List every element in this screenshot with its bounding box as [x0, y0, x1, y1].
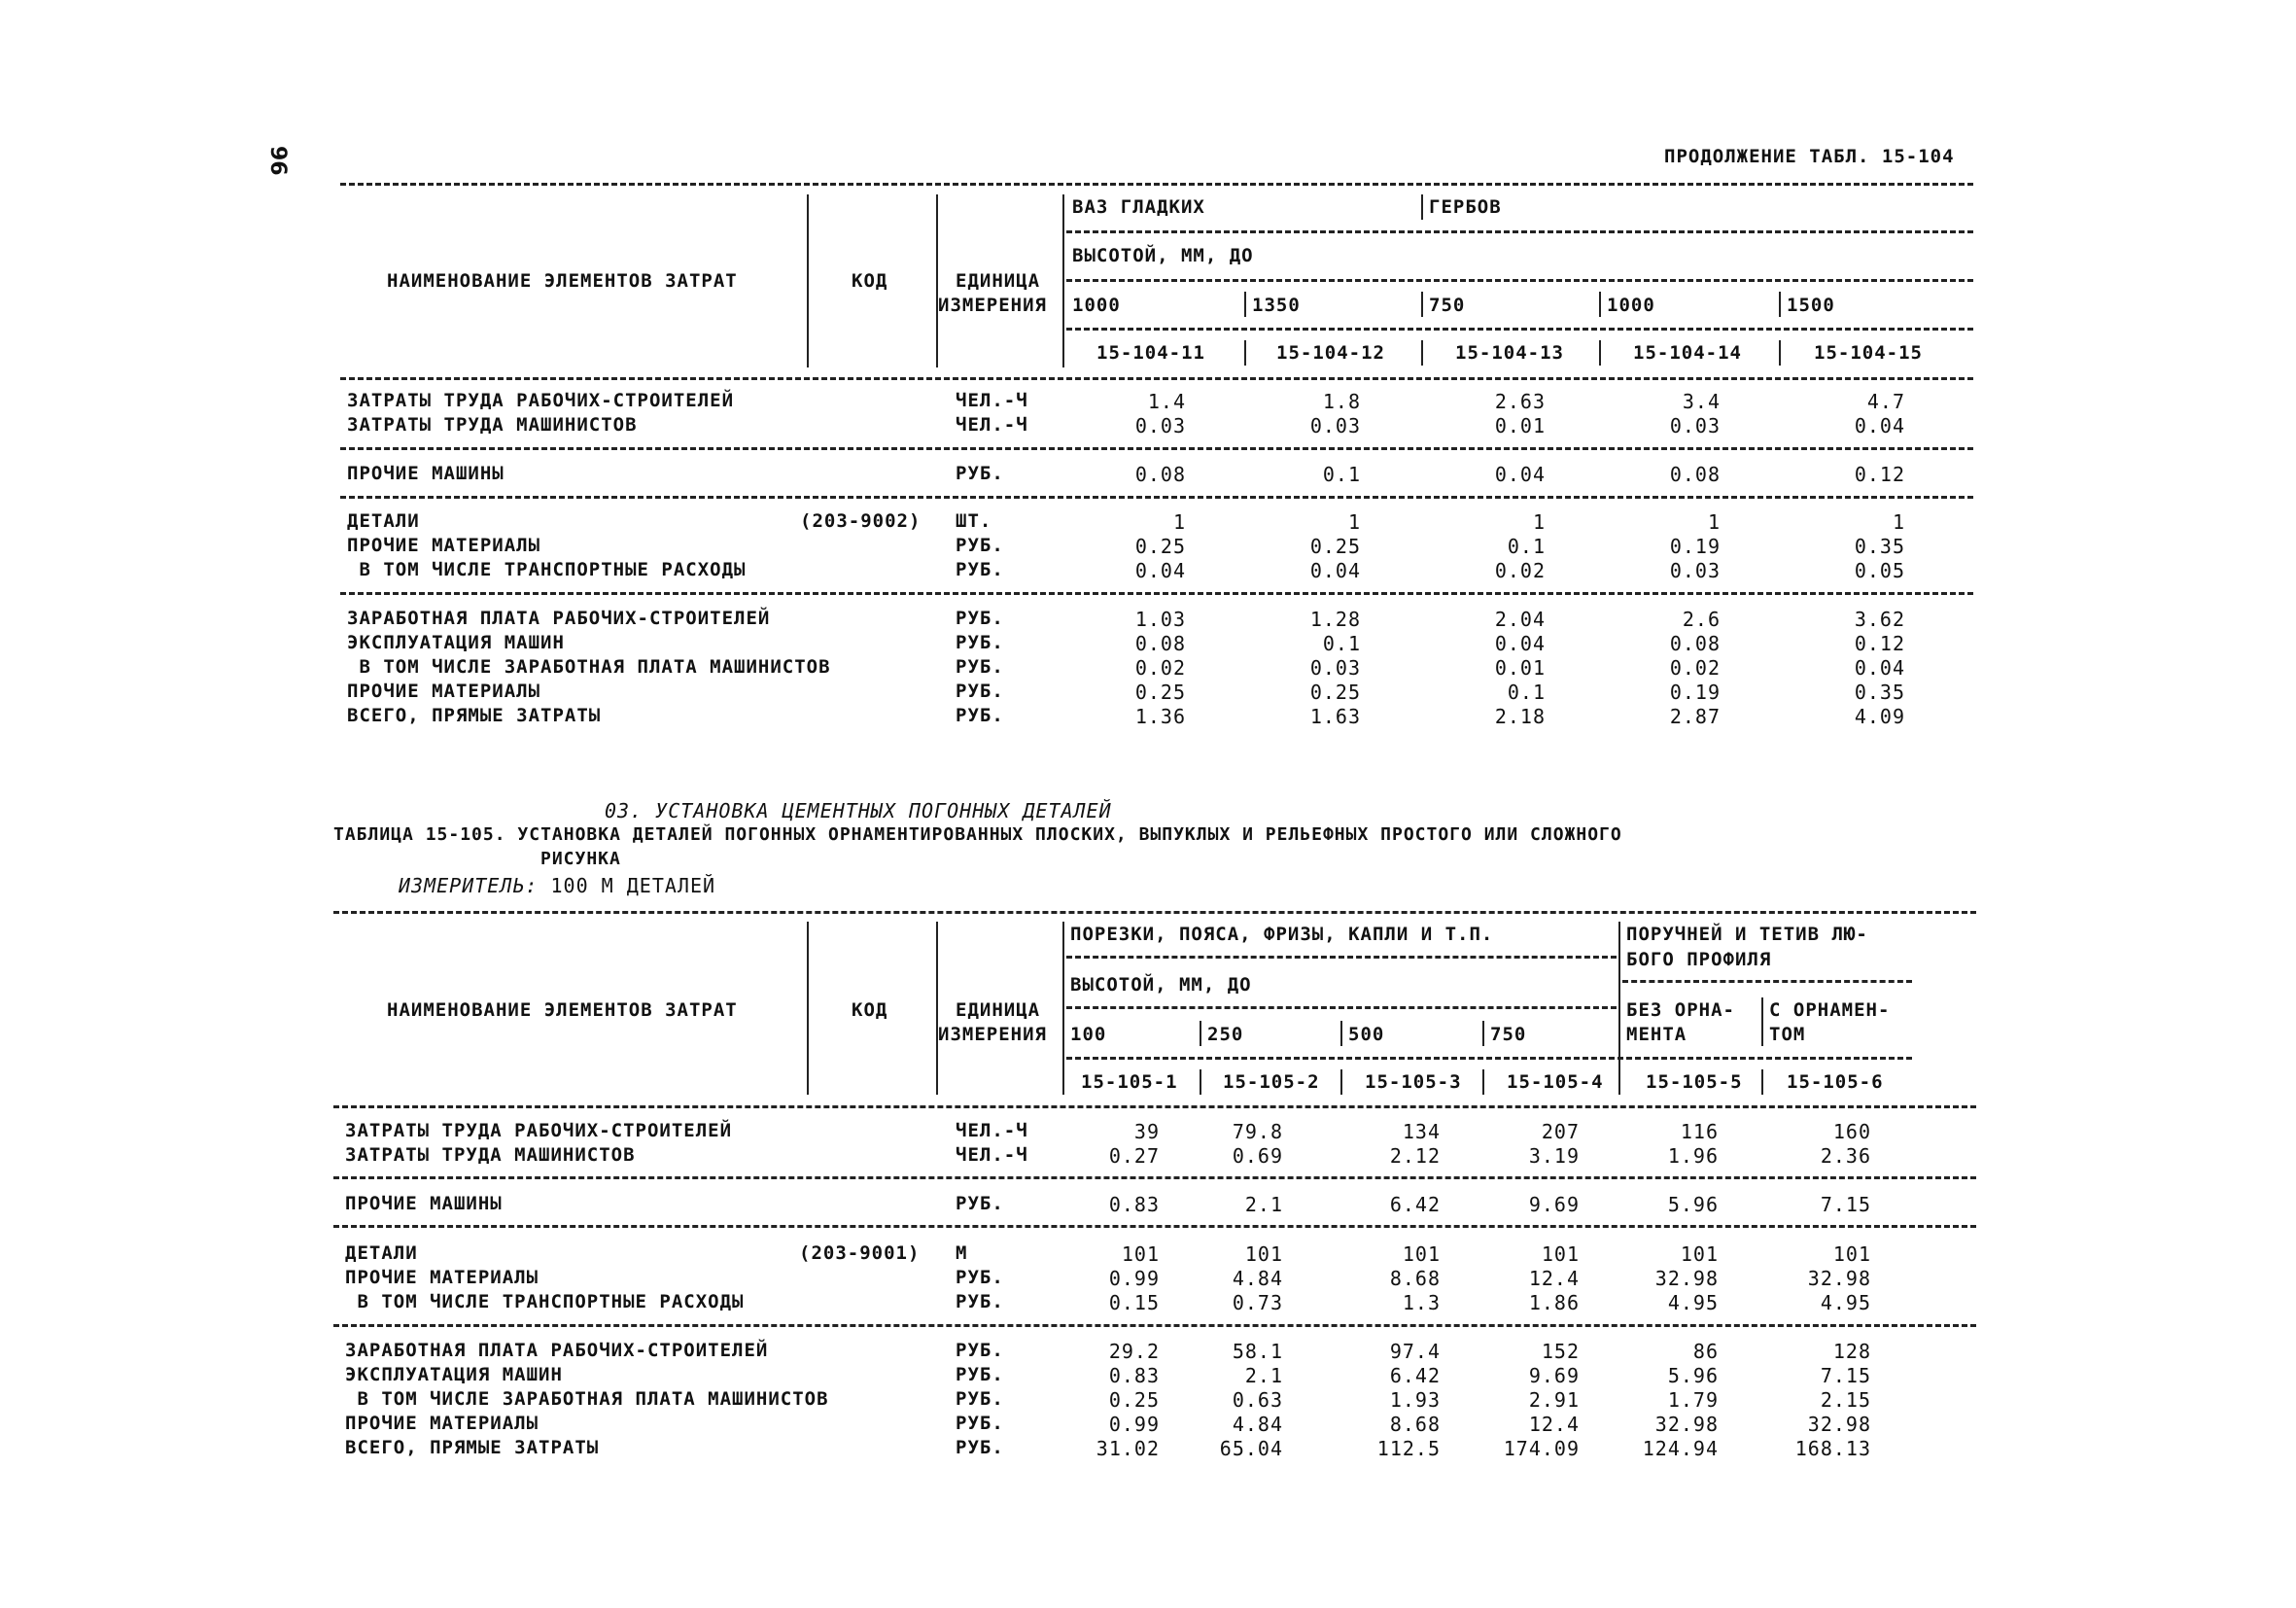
column-divider: [936, 194, 938, 367]
column-divider: [1779, 292, 1781, 317]
row-value: 0.1: [1322, 463, 1361, 486]
row-value: 6.42: [1389, 1193, 1441, 1216]
row-name: ЭКСПЛУАТАЦИЯ МАШИН: [347, 632, 565, 653]
row-value: 160: [1832, 1120, 1871, 1143]
column-divider: [936, 922, 938, 1095]
row-value: 6.42: [1389, 1364, 1441, 1387]
group-separator: [333, 1176, 1976, 1179]
row-name: ЗАРАБОТНАЯ ПЛАТА РАБОЧИХ-СТРОИТЕЛЕЙ: [345, 1340, 769, 1361]
row-value: 101: [1402, 1242, 1441, 1266]
row-value: 2.1: [1244, 1364, 1283, 1387]
row-value: 0.04: [1134, 559, 1186, 582]
with-ornament: С ОРНАМЕН-: [1769, 999, 1891, 1021]
height-1000: 1000: [1072, 295, 1121, 316]
column-header-unit: ЕДИНИЦА: [956, 270, 1041, 292]
row-value: 112.5: [1376, 1437, 1441, 1460]
row-value: 0.35: [1854, 681, 1905, 704]
row-value: 101: [1121, 1242, 1160, 1266]
row-value: 3.62: [1854, 608, 1905, 631]
row-value: 2.1: [1244, 1193, 1283, 1216]
row-name: ВСЕГО, ПРЯМЫЕ ЗАТРАТЫ: [347, 705, 602, 726]
row-value: 97.4: [1389, 1340, 1441, 1363]
row-value: 3.19: [1528, 1144, 1580, 1168]
row-value: 1.03: [1134, 608, 1186, 631]
group-header-arms: ГЕРБОВ: [1429, 196, 1502, 218]
height-label: ВЫСОТОЙ, ММ, ДО: [1070, 974, 1252, 996]
group-separator: [333, 1324, 1976, 1327]
row-value: 0.03: [1669, 414, 1721, 437]
column-divider: [1599, 340, 1601, 366]
group-separator: [333, 1225, 1976, 1228]
code-15-104-15: 15-104-15: [1814, 342, 1923, 364]
code-15-105-1: 15-105-1: [1081, 1071, 1178, 1093]
meter-line: [399, 874, 715, 897]
row-value: 4.7: [1866, 390, 1905, 413]
header-rule: [1066, 279, 1973, 282]
row-value: 86: [1692, 1340, 1719, 1363]
with-ornament-2: ТОМ: [1769, 1024, 1806, 1045]
height-1350: 1350: [1252, 295, 1301, 316]
table-border-top: [333, 911, 1976, 914]
row-unit: РУБ.: [956, 1267, 1004, 1288]
row-value: 0.1: [1507, 681, 1546, 704]
row-value: 134: [1402, 1120, 1441, 1143]
row-value: 0.04: [1494, 632, 1546, 655]
row-value: 0.03: [1134, 414, 1186, 437]
row-value: 0.08: [1669, 632, 1721, 655]
column-divider: [1244, 340, 1246, 366]
column-divider: [1200, 1021, 1201, 1046]
row-name: В ТОМ ЧИСЛЕ ЗАРАБОТНАЯ ПЛАТА МАШИНИСТОВ: [345, 1388, 829, 1410]
row-value: 0.35: [1854, 535, 1905, 558]
page-number: 96: [265, 146, 290, 176]
table-title: ТАБЛИЦА 15-105. УСТАНОВКА ДЕТАЛЕЙ ПОГОННЫХ ОРНАМЕНТИРОВАННЫХ ПЛОСКИХ, ВЫПУКЛЫХ И РЕЛЬЕФНЫХ ПРОСТОГО ИЛИ СЛОЖНОГО: [333, 824, 1622, 845]
group-header-handrails: ПОРУЧНЕЙ И ТЕТИВ ЛЮ-: [1626, 924, 1868, 945]
row-value: 0.04: [1309, 559, 1361, 582]
row-value: 168.13: [1794, 1437, 1871, 1460]
row-value: 1.4: [1147, 390, 1186, 413]
row-value: 32.98: [1807, 1267, 1871, 1290]
row-value: 1.79: [1667, 1388, 1719, 1412]
row-unit: ШТ.: [956, 510, 992, 532]
row-value: 1.36: [1134, 705, 1186, 728]
without-ornament: БЕЗ ОРНА-: [1626, 999, 1735, 1021]
row-value: 152: [1541, 1340, 1580, 1363]
table-border-top: [340, 183, 1973, 186]
height-750: 750: [1490, 1024, 1527, 1045]
row-code: (203-9002): [800, 510, 922, 532]
row-value: 1: [1892, 510, 1905, 534]
column-header-unit-2: ИЗМЕРЕНИЯ: [938, 1024, 1047, 1045]
row-value: 0.99: [1108, 1413, 1160, 1436]
column-header-name: НАИМЕНОВАНИЕ ЭЛЕМЕНТОВ ЗАТРАТ: [387, 270, 738, 292]
row-value: 0.12: [1854, 632, 1905, 655]
row-value: 0.1: [1322, 632, 1361, 655]
row-value: 2.6: [1682, 608, 1721, 631]
header-bottom-rule: [340, 377, 1973, 380]
row-value: 0.99: [1108, 1267, 1160, 1290]
header-rule: [1066, 956, 1617, 959]
row-value: 1.63: [1309, 705, 1361, 728]
row-value: 1: [1707, 510, 1721, 534]
row-name: ПРОЧИЕ МАТЕРИАЛЫ: [347, 535, 541, 556]
column-header-unit: ЕДИНИЦА: [956, 999, 1041, 1021]
row-value: 1.86: [1528, 1291, 1580, 1314]
row-value: 101: [1832, 1242, 1871, 1266]
height-100: 100: [1070, 1024, 1107, 1045]
height-250: 250: [1207, 1024, 1244, 1045]
row-value: 2.63: [1494, 390, 1546, 413]
row-unit: РУБ.: [956, 463, 1004, 484]
row-value: 1: [1532, 510, 1546, 534]
row-value: 0.27: [1108, 1144, 1160, 1168]
row-value: 1.8: [1322, 390, 1361, 413]
header-bottom-rule: [333, 1105, 1976, 1108]
row-value: 12.4: [1528, 1413, 1580, 1436]
row-value: 0.04: [1854, 414, 1905, 437]
row-name: ПРОЧИЕ МАТЕРИАЛЫ: [347, 681, 541, 702]
header-rule: [1066, 1006, 1617, 1009]
row-name: ЗАРАБОТНАЯ ПЛАТА РАБОЧИХ-СТРОИТЕЛЕЙ: [347, 608, 771, 629]
row-unit: РУБ.: [956, 1340, 1004, 1361]
row-value: 4.84: [1232, 1267, 1283, 1290]
column-divider: [1761, 1069, 1763, 1095]
header-rule: [1066, 328, 1973, 331]
row-value: 0.02: [1494, 559, 1546, 582]
code-15-104-13: 15-104-13: [1455, 342, 1564, 364]
height-750: 750: [1429, 295, 1466, 316]
header-rule: [1066, 1057, 1912, 1060]
row-value: 0.25: [1134, 681, 1186, 704]
row-value: 2.87: [1669, 705, 1721, 728]
row-value: 0.01: [1494, 414, 1546, 437]
code-15-104-12: 15-104-12: [1276, 342, 1385, 364]
column-divider: [1421, 340, 1423, 366]
column-divider: [1618, 1069, 1620, 1095]
row-value: 174.09: [1503, 1437, 1580, 1460]
row-value: 1: [1347, 510, 1361, 534]
row-value: 5.96: [1667, 1364, 1719, 1387]
row-value: 8.68: [1389, 1413, 1441, 1436]
row-value: 0.03: [1309, 656, 1361, 680]
row-value: 0.08: [1134, 463, 1186, 486]
group-header-vases: ВАЗ ГЛАДКИХ: [1072, 196, 1205, 218]
row-value: 1: [1172, 510, 1186, 534]
row-value: 0.63: [1232, 1388, 1283, 1412]
row-name: ЗАТРАТЫ ТРУДА РАБОЧИХ-СТРОИТЕЛЕЙ: [345, 1120, 733, 1141]
row-value: 2.15: [1820, 1388, 1871, 1412]
row-name: ПРОЧИЕ МАШИНЫ: [345, 1193, 503, 1214]
row-value: 5.96: [1667, 1193, 1719, 1216]
meter-value: 100 М ДЕТАЛЕЙ: [550, 874, 716, 897]
row-value: 207: [1541, 1120, 1580, 1143]
row-name: ЗАТРАТЫ ТРУДА РАБОЧИХ-СТРОИТЕЛЕЙ: [347, 390, 735, 411]
row-value: 0.25: [1134, 535, 1186, 558]
section-title: 03. УСТАНОВКА ЦЕМЕНТНЫХ ПОГОННЫХ ДЕТАЛЕЙ: [605, 799, 1112, 822]
row-name: ДЕТАЛИ: [345, 1242, 418, 1264]
row-name: ПРОЧИЕ МАТЕРИАЛЫ: [345, 1267, 539, 1288]
column-divider: [1062, 922, 1064, 1095]
row-value: 0.08: [1669, 463, 1721, 486]
row-unit: РУБ.: [956, 1193, 1004, 1214]
code-15-105-6: 15-105-6: [1787, 1071, 1884, 1093]
row-value: 4.84: [1232, 1413, 1283, 1436]
row-value: 1.3: [1402, 1291, 1441, 1314]
row-value: 0.04: [1494, 463, 1546, 486]
row-value: 4.95: [1820, 1291, 1871, 1314]
row-unit: ЧЕЛ.-Ч: [956, 1120, 1028, 1141]
row-unit: ЧЕЛ.-Ч: [956, 1144, 1028, 1166]
header-rule: [1066, 230, 1973, 233]
column-divider: [1421, 292, 1423, 317]
row-value: 0.1: [1507, 535, 1546, 558]
column-divider: [1482, 1069, 1484, 1095]
row-name: ЭКСПЛУАТАЦИЯ МАШИН: [345, 1364, 563, 1385]
row-code: (203-9001): [799, 1242, 921, 1264]
row-value: 116: [1680, 1120, 1719, 1143]
row-value: 101: [1244, 1242, 1283, 1266]
row-value: 124.94: [1642, 1437, 1719, 1460]
row-value: 2.04: [1494, 608, 1546, 631]
code-15-105-4: 15-105-4: [1507, 1071, 1604, 1093]
row-name: ПРОЧИЕ МАШИНЫ: [347, 463, 504, 484]
column-header-code: КОД: [852, 270, 888, 292]
meter-label: ИЗМЕРИТЕЛЬ:: [399, 874, 539, 897]
row-value: 39: [1133, 1120, 1160, 1143]
row-unit: РУБ.: [956, 681, 1004, 702]
row-value: 2.36: [1820, 1144, 1871, 1168]
row-value: 101: [1680, 1242, 1719, 1266]
row-value: 79.8: [1232, 1120, 1283, 1143]
row-value: 32.98: [1654, 1413, 1719, 1436]
row-name: ПРОЧИЕ МАТЕРИАЛЫ: [345, 1413, 539, 1434]
row-value: 29.2: [1108, 1340, 1160, 1363]
row-unit: РУБ.: [956, 705, 1004, 726]
group-divider: [1421, 194, 1423, 220]
row-value: 0.25: [1108, 1388, 1160, 1412]
column-divider: [1062, 194, 1064, 367]
row-value: 2.12: [1389, 1144, 1441, 1168]
row-value: 0.73: [1232, 1291, 1283, 1314]
row-value: 4.95: [1667, 1291, 1719, 1314]
row-value: 0.05: [1854, 559, 1905, 582]
row-value: 128: [1832, 1340, 1871, 1363]
column-divider: [1761, 997, 1763, 1046]
row-value: 4.09: [1854, 705, 1905, 728]
code-15-105-2: 15-105-2: [1223, 1071, 1320, 1093]
table-title-cont: РИСУНКА: [540, 849, 621, 869]
code-15-104-11: 15-104-11: [1096, 342, 1205, 364]
row-value: 0.02: [1134, 656, 1186, 680]
row-unit: РУБ.: [956, 1437, 1004, 1458]
row-value: 8.68: [1389, 1267, 1441, 1290]
row-value: 58.1: [1232, 1340, 1283, 1363]
row-unit: РУБ.: [956, 608, 1004, 629]
row-value: 0.03: [1669, 559, 1721, 582]
code-15-104-14: 15-104-14: [1633, 342, 1742, 364]
row-value: 9.69: [1528, 1364, 1580, 1387]
row-value: 1.96: [1667, 1144, 1719, 1168]
group-separator: [340, 592, 1973, 595]
row-value: 31.02: [1096, 1437, 1160, 1460]
row-value: 0.19: [1669, 681, 1721, 704]
column-header-unit-2: ИЗМЕРЕНИЯ: [938, 295, 1047, 316]
row-value: 0.01: [1494, 656, 1546, 680]
row-value: 32.98: [1807, 1413, 1871, 1436]
row-value: 0.83: [1108, 1193, 1160, 1216]
row-value: 7.15: [1820, 1364, 1871, 1387]
group-separator: [340, 496, 1973, 499]
row-unit: РУБ.: [956, 656, 1004, 678]
row-name: В ТОМ ЧИСЛЕ ТРАНСПОРТНЫЕ РАСХОДЫ: [347, 559, 747, 580]
row-value: 0.02: [1669, 656, 1721, 680]
row-value: 101: [1541, 1242, 1580, 1266]
row-value: 0.15: [1108, 1291, 1160, 1314]
row-value: 0.19: [1669, 535, 1721, 558]
row-unit: РУБ.: [956, 559, 1004, 580]
without-ornament-2: МЕНТА: [1626, 1024, 1687, 1045]
height-1500: 1500: [1787, 295, 1835, 316]
column-header-name: НАИМЕНОВАНИЕ ЭЛЕМЕНТОВ ЗАТРАТ: [387, 999, 738, 1021]
row-name: ЗАТРАТЫ ТРУДА МАШИНИСТОВ: [345, 1144, 636, 1166]
row-value: 32.98: [1654, 1267, 1719, 1290]
row-unit: ЧЕЛ.-Ч: [956, 390, 1028, 411]
group-header-handrails-2: БОГО ПРОФИЛЯ: [1626, 949, 1772, 970]
column-divider: [1340, 1069, 1342, 1095]
row-value: 12.4: [1528, 1267, 1580, 1290]
row-value: 0.83: [1108, 1364, 1160, 1387]
group-header-friezes: ПОРЕЗКИ, ПОЯСА, ФРИЗЫ, КАПЛИ И Т.П.: [1070, 924, 1494, 945]
row-name: ВСЕГО, ПРЯМЫЕ ЗАТРАТЫ: [345, 1437, 600, 1458]
row-unit: РУБ.: [956, 1388, 1004, 1410]
row-value: 2.91: [1528, 1388, 1580, 1412]
row-unit: М: [956, 1242, 968, 1264]
row-value: 7.15: [1820, 1193, 1871, 1216]
height-label: ВЫСОТОЙ, ММ, ДО: [1072, 245, 1254, 266]
column-divider: [1340, 1021, 1342, 1046]
row-value: 65.04: [1219, 1437, 1283, 1460]
height-500: 500: [1348, 1024, 1385, 1045]
row-unit: РУБ.: [956, 535, 1004, 556]
row-name: ЗАТРАТЫ ТРУДА МАШИНИСТОВ: [347, 414, 638, 436]
column-divider: [807, 194, 809, 367]
row-value: 0.69: [1232, 1144, 1283, 1168]
row-unit: РУБ.: [956, 1413, 1004, 1434]
column-divider: [1779, 340, 1781, 366]
row-value: 0.08: [1134, 632, 1186, 655]
height-1000-b: 1000: [1607, 295, 1655, 316]
column-header-code: КОД: [852, 999, 888, 1021]
row-unit: РУБ.: [956, 1291, 1004, 1312]
row-value: 1.93: [1389, 1388, 1441, 1412]
column-divider: [1200, 1069, 1201, 1095]
group-separator: [340, 447, 1973, 450]
row-value: 2.18: [1494, 705, 1546, 728]
row-value: 0.25: [1309, 681, 1361, 704]
column-divider: [1244, 292, 1246, 317]
row-unit: ЧЕЛ.-Ч: [956, 414, 1028, 436]
row-name: В ТОМ ЧИСЛЕ ЗАРАБОТНАЯ ПЛАТА МАШИНИСТОВ: [347, 656, 831, 678]
row-value: 0.25: [1309, 535, 1361, 558]
code-15-105-3: 15-105-3: [1365, 1071, 1462, 1093]
code-15-105-5: 15-105-5: [1646, 1071, 1743, 1093]
row-unit: РУБ.: [956, 632, 1004, 653]
row-name: В ТОМ ЧИСЛЕ ТРАНСПОРТНЫЕ РАСХОДЫ: [345, 1291, 745, 1312]
column-divider: [1599, 292, 1601, 317]
row-value: 9.69: [1528, 1193, 1580, 1216]
row-value: 1.28: [1309, 608, 1361, 631]
continuation-header: ПРОДОЛЖЕНИЕ ТАБЛ. 15-104: [1664, 146, 1955, 167]
column-divider: [1482, 1021, 1484, 1046]
row-name: ДЕТАЛИ: [347, 510, 420, 532]
row-value: 0.12: [1854, 463, 1905, 486]
row-value: 0.03: [1309, 414, 1361, 437]
row-value: 0.04: [1854, 656, 1905, 680]
row-value: 3.4: [1682, 390, 1721, 413]
column-divider: [807, 922, 809, 1095]
row-unit: РУБ.: [956, 1364, 1004, 1385]
header-rule: [1622, 980, 1912, 983]
